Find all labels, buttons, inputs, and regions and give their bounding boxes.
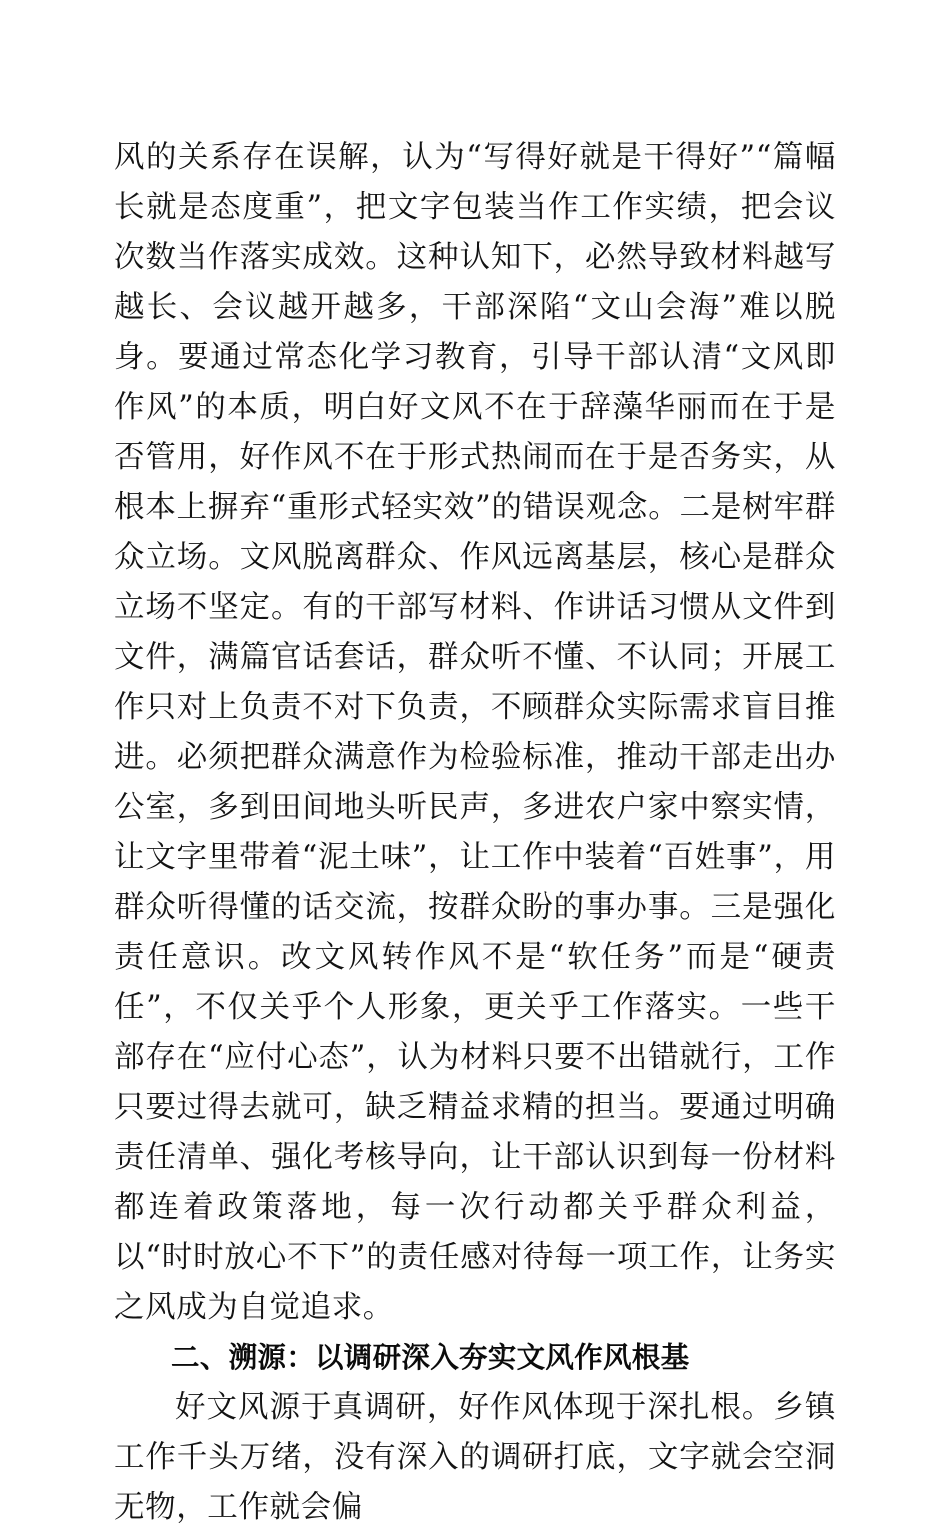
paragraph-research-foundation: 好文风源于真调研，好作风体现于深扎根。乡镇工作千头万绪，没有深入的调研打底，文字就会空洞无物，工作就会偏 [114,1390,836,1525]
section-heading-two: 二、溯源：以调研深入夯实文风作风根基 [171,1341,690,1374]
paragraph-continuation-one-cognition: 风的关系存在误解，认为“写得好就是干得好”“篇幅长就是态度重”，把文字包装当作工作实绩，把会议次数当作落实成效。这种认知下，必然导致材料越写越长、会议越开越多，干部深陷“文山会海”难以脱身。要通过常态化学习教育，引导干部认清“文风即作风”的本质，明白好文风不在于辞藻华丽而在于是否管用，好作风不在于形式热闹而在于是否务实，从根本上摒弃“重形式轻实效”的错误观念。二是树牢群众立场。文风脱离群众、作风远离基层，核心是群众立场不坚定。有的干部写材料、作讲话习惯从文件到文件，满篇官话套话，群众听不懂、不认同；开展工作只对上负责不对下负责，不顾群众实际需求盲目推进。必须把群众满意作为检验标准，推动干部走出办公室，多到田间地头听民声，多进农户家中察实情，让文字里带着“泥土味”，让工作中装着“百姓事”，用群众听得懂的话交流，按群众盼的事办事。三是强化责任意识。改文风转作风不是“软任务”而是“硬责任”，不仅关乎个人形象，更关乎工作落实。一些干部存在“应付心态”，认为材料只要不出错就行，工作只要过得去就可，缺乏精益求精的担当。要通过明确责任清单、强化考核导向，让干部认识到每一份材料都连着政策落地，每一次行动都关乎群众利益，以“时时放心不下”的责任感对待每一项工作，让务实之风成为自觉追求。 [114,140,836,1325]
document-text-body [114,133,836,1533]
